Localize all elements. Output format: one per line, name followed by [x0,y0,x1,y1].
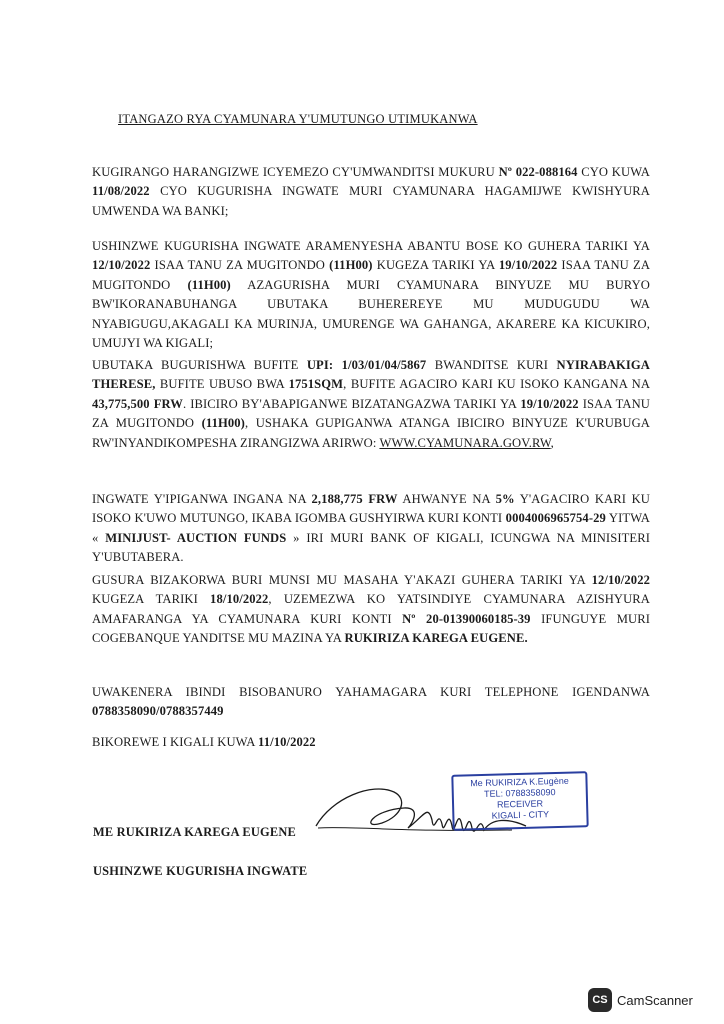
paragraph-4 [92,490,650,568]
p6-text: UWAKENERA IBINDI BISOBANURO YAHAMAGARA KURI TELEPHONE IGENDANWA [92,685,650,699]
p5-visit-end: 18/10/2022 [210,592,269,607]
p3-text: ISAA TANU ZA MUGITONDO [92,396,650,431]
p7-text: BIKOREWE I KIGALI KUWA [92,735,258,749]
document-title: ITANGAZO RYA CYAMUNARA Y'UMUTUNGO UTIMUKANWA [118,112,478,126]
p4-text: INGWATE Y'IPIGANWA INGANA NA [92,492,312,506]
p4-account-number: 0004006965754-29 [505,511,606,526]
p5-text: IFUNGUYE MURI COGEBANQUE YANDITSE MU MAZINA YA [92,611,651,646]
camscanner-watermark [588,988,693,1012]
p1-text: CYO KUGURISHA INGWATE MURI CYAMUNARA HAGAMIJWE KWISHYURA UMWENDA WA BANKI; [92,184,650,218]
p2-start-date: 12/10/2022 [92,258,151,273]
p2-start-time: (11H00) [329,258,373,273]
p4-text: AHWANYE NA [397,492,496,506]
p3-text: . IBICIRO BY'ABAPIGANWE BIZATANGAZWA TARIKI YA [182,396,521,411]
p5-text: GUSURA BIZAKORWA BURI MUNSI MU MASAHA Y'AKAZI GUHERA TARIKI YA [92,573,592,587]
paragraph-2 [92,237,650,353]
stamp-line: Me RUKIRIZA K.Eugène [470,775,569,789]
signatory-name: ME RUKIRIZA KAREGA EUGENE [93,825,296,839]
p2-text: KUGEZA TARIKI YA [372,258,499,273]
auction-website-link[interactable]: WWW.CYAMUNARA.GOV.RW [379,435,551,450]
p5-account-holder: RUKIRIZA KAREGA EUGENE. [344,631,528,646]
p4-deposit-percent: 5% [495,492,515,506]
camscanner-label: CamScanner [617,992,693,1008]
p2-end-date: 19/10/2022 [498,258,558,273]
p3-results-time: (11H00) [201,416,245,431]
p4-text: » IRI MURI BANK OF KIGALI, ICUNGWA NA MINISITERI Y'UBUTABERA. [92,530,651,565]
p4-deposit-amount: 2,188,775 FRW [311,492,398,506]
p3-text: , [550,435,554,450]
p3-text: BWANDITSE KURI [426,358,557,372]
p5-account-number: Nº 20-01390060185-39 [402,611,531,626]
receiver-stamp [451,771,588,831]
p3-text: , BUFITE AGACIRO KARI KU ISOKO KANGANA NA [343,377,651,392]
p1-text: KUGIRANGO HARANGIZWE ICYEMEZO CY'UMWANDITSI MUKURU [92,165,499,179]
stamp-line: RECEIVER [496,798,544,810]
p4-text: YITWA « [92,511,650,545]
p1-decision-number: Nº 022-088164 [498,165,578,179]
p3-value: 43,775,500 FRW [92,396,183,411]
p3-upi: UPI: 1/03/01/04/5867 [306,358,427,372]
p7-date: 11/10/2022 [258,735,316,749]
p1-text: CYO KUWA [577,165,650,179]
p1-date: 11/08/2022 [92,184,150,199]
p3-text: UBUTAKA BUGURISHWA BUFITE [92,358,307,372]
p2-text: AZAGURISHA MURI CYAMUNARA BINYUZE MU BURYO BW'IKORANABUHANGA UBUTAKA BUHEREREYE MU MUDUGUDU WA NYABIGUGU,AKAGALI KA MURINJA, UMURENGE WA GAHANGA, AKARERE KA KICUKIRO, UMUJYI WA KIGALI; [92,277,651,351]
p4-text: Y'AGACIRO KARI KU ISOKO K'UWO MUTUNGO, IKABA IGOMBA GUSHYIRWA KURI KONTI [92,492,651,526]
p3-results-date: 19/10/2022 [520,396,579,411]
p2-text: USHINZWE KUGURISHA INGWATE ARAMENYESHA ABANTU BOSE KO GUHERA TARIKI YA [92,239,650,253]
p2-end-time: (11H00) [187,277,231,292]
signatory-role: USHINZWE KUGURISHA INGWATE [93,864,308,878]
p5-text: , UZEMEZWA KO YATSINDIYE CYAMUNARA AZISHYURA AMAFARANGA YA CYAMUNARA KURI KONTI [92,592,650,626]
p3-text: , USHAKA GUPIGANWA ATANGA IBICIRO BINYUZE K'URUBUGA RW'INYANDIKOMPESHA ZIRANGIZWA ARIRWO: [92,416,650,450]
paragraph-6 [92,683,650,722]
p5-visit-start: 12/10/2022 [591,573,650,587]
paragraph-1 [92,163,650,221]
stamp-line: TEL: 0788358090 [483,787,556,799]
p3-area: 1751SQM [288,377,344,392]
p3-text: BUFITE UBUSO BWA [155,377,289,392]
p3-owner: NYIRABAKIGA THERESE, [92,358,650,392]
p6-phone-numbers: 0788358090/0788357449 [92,704,224,719]
camscanner-logo-icon: CS [588,988,612,1012]
p5-text: KUGEZA TARIKI [92,592,211,607]
paragraph-7 [92,733,650,752]
paragraph-3 [92,356,650,453]
stamp-line: KIGALI - CITY [491,809,550,821]
p2-text: ISAA TANU ZA MUGITONDO [92,258,651,292]
p4-account-name: MINIJUST- AUCTION FUNDS [105,530,287,545]
p2-text: ISAA TANU ZA MUGITONDO [150,258,330,273]
paragraph-5 [92,571,650,649]
